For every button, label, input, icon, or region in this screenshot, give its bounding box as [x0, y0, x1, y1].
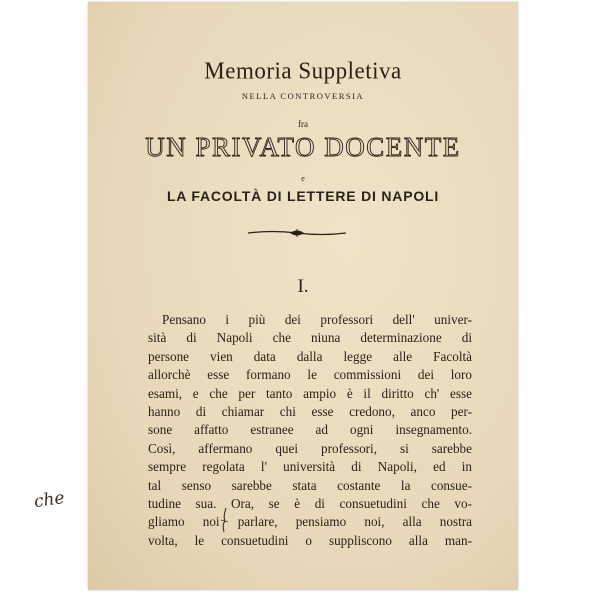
- body-line: Così, affermano quei professori, si sarebbe: [148, 440, 472, 456]
- body-line: allorchè esse formano le commissioni dei loro: [148, 367, 472, 383]
- body-line: sone affatto estranee ad ogni insegnamento.: [148, 422, 472, 438]
- body-line: persone vien data dalla legge alle Facoltà: [148, 348, 472, 364]
- secondary-heading: LA FACOLTÀ DI LETTERE DI NAPOLI: [166, 188, 440, 204]
- section-number: I.: [297, 276, 309, 297]
- body-line: Pensano i più dei professori dell' univer-: [162, 312, 472, 327]
- main-heading: UN PRIVATO DOCENTE: [145, 132, 461, 162]
- body-line: sità di Napoli che niuna determinazione di: [148, 330, 472, 346]
- body-line: gliamo noi parlare, pensiamo noi, alla nostra: [148, 514, 472, 530]
- handwritten-insert-mark: [220, 507, 230, 533]
- connector-fra: fra: [298, 119, 308, 129]
- document-title: Memoria Suppletiva: [204, 57, 402, 84]
- connector-e: e: [301, 174, 305, 183]
- body-line: esami, e che per tanto ampio è il diritto ch' esse: [148, 385, 472, 401]
- body-line: tal senso sarebbe stata costante la consue-: [148, 477, 472, 493]
- ornament-divider: [246, 226, 348, 240]
- handwritten-margin-note: che: [32, 487, 66, 513]
- body-line: hanno di chiamar chi esse credono, anco per-: [148, 404, 472, 420]
- book-page: [88, 2, 518, 590]
- body-text: [148, 311, 472, 550]
- body-line: tudine sua. Ora, se è di consuetudini che vo-: [148, 496, 472, 512]
- body-line: sempre regolata l' università di Napoli, ed in: [148, 459, 472, 475]
- body-line: volta, le consuetudini o suppliscono alla man-: [148, 532, 472, 548]
- document-subtitle: NELLA CONTROVERSIA: [241, 91, 365, 101]
